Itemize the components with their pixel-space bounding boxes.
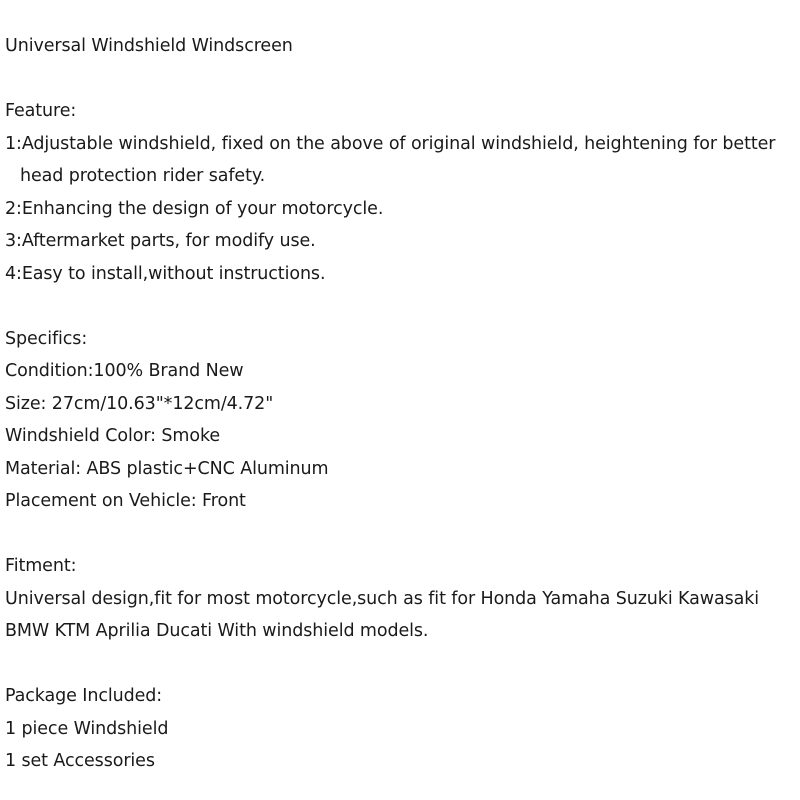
spacer: [5, 518, 797, 551]
spec-condition: Condition:100% Brand New: [5, 361, 244, 381]
spec-placement: Placement on Vehicle: Front: [5, 491, 246, 511]
fitment-heading: Fitment:: [5, 556, 77, 576]
feature-heading: Feature:: [5, 101, 77, 121]
product-description: [5, 30, 797, 778]
fitment-line-2: BMW KTM Aprilia Ducati With windshield models.: [5, 621, 429, 641]
package-heading: Package Included:: [5, 686, 163, 706]
package-item-2: 1 set Accessories: [5, 751, 155, 771]
feature-item-1-continued: head protection rider safety.: [20, 166, 266, 186]
spacer: [5, 290, 797, 323]
fitment-line-1: Universal design,fit for most motorcycle,such as fit for Honda Yamaha Suzuki Kawasaki: [5, 588, 760, 609]
page-title: Universal Windshield Windscreen: [5, 36, 293, 56]
feature-item-3: 3:Aftermarket parts, for modify use.: [5, 231, 316, 251]
package-item-1: 1 piece Windshield: [5, 718, 169, 739]
spec-material: Material: ABS plastic+CNC Aluminum: [5, 458, 329, 479]
feature-item-1: 1:Adjustable windshield, fixed on the above of original windshield, heightening for better: [5, 133, 776, 154]
feature-item-2: 2:Enhancing the design of your motorcycle.: [5, 198, 384, 219]
spec-size: Size: 27cm/10.63"*12cm/4.72": [5, 393, 274, 414]
spacer: [5, 648, 797, 681]
spec-color: Windshield Color: Smoke: [5, 426, 221, 446]
spacer: [5, 63, 797, 96]
feature-item-4: 4:Easy to install,without instructions.: [5, 263, 326, 284]
specifics-heading: Specifics:: [5, 328, 88, 349]
